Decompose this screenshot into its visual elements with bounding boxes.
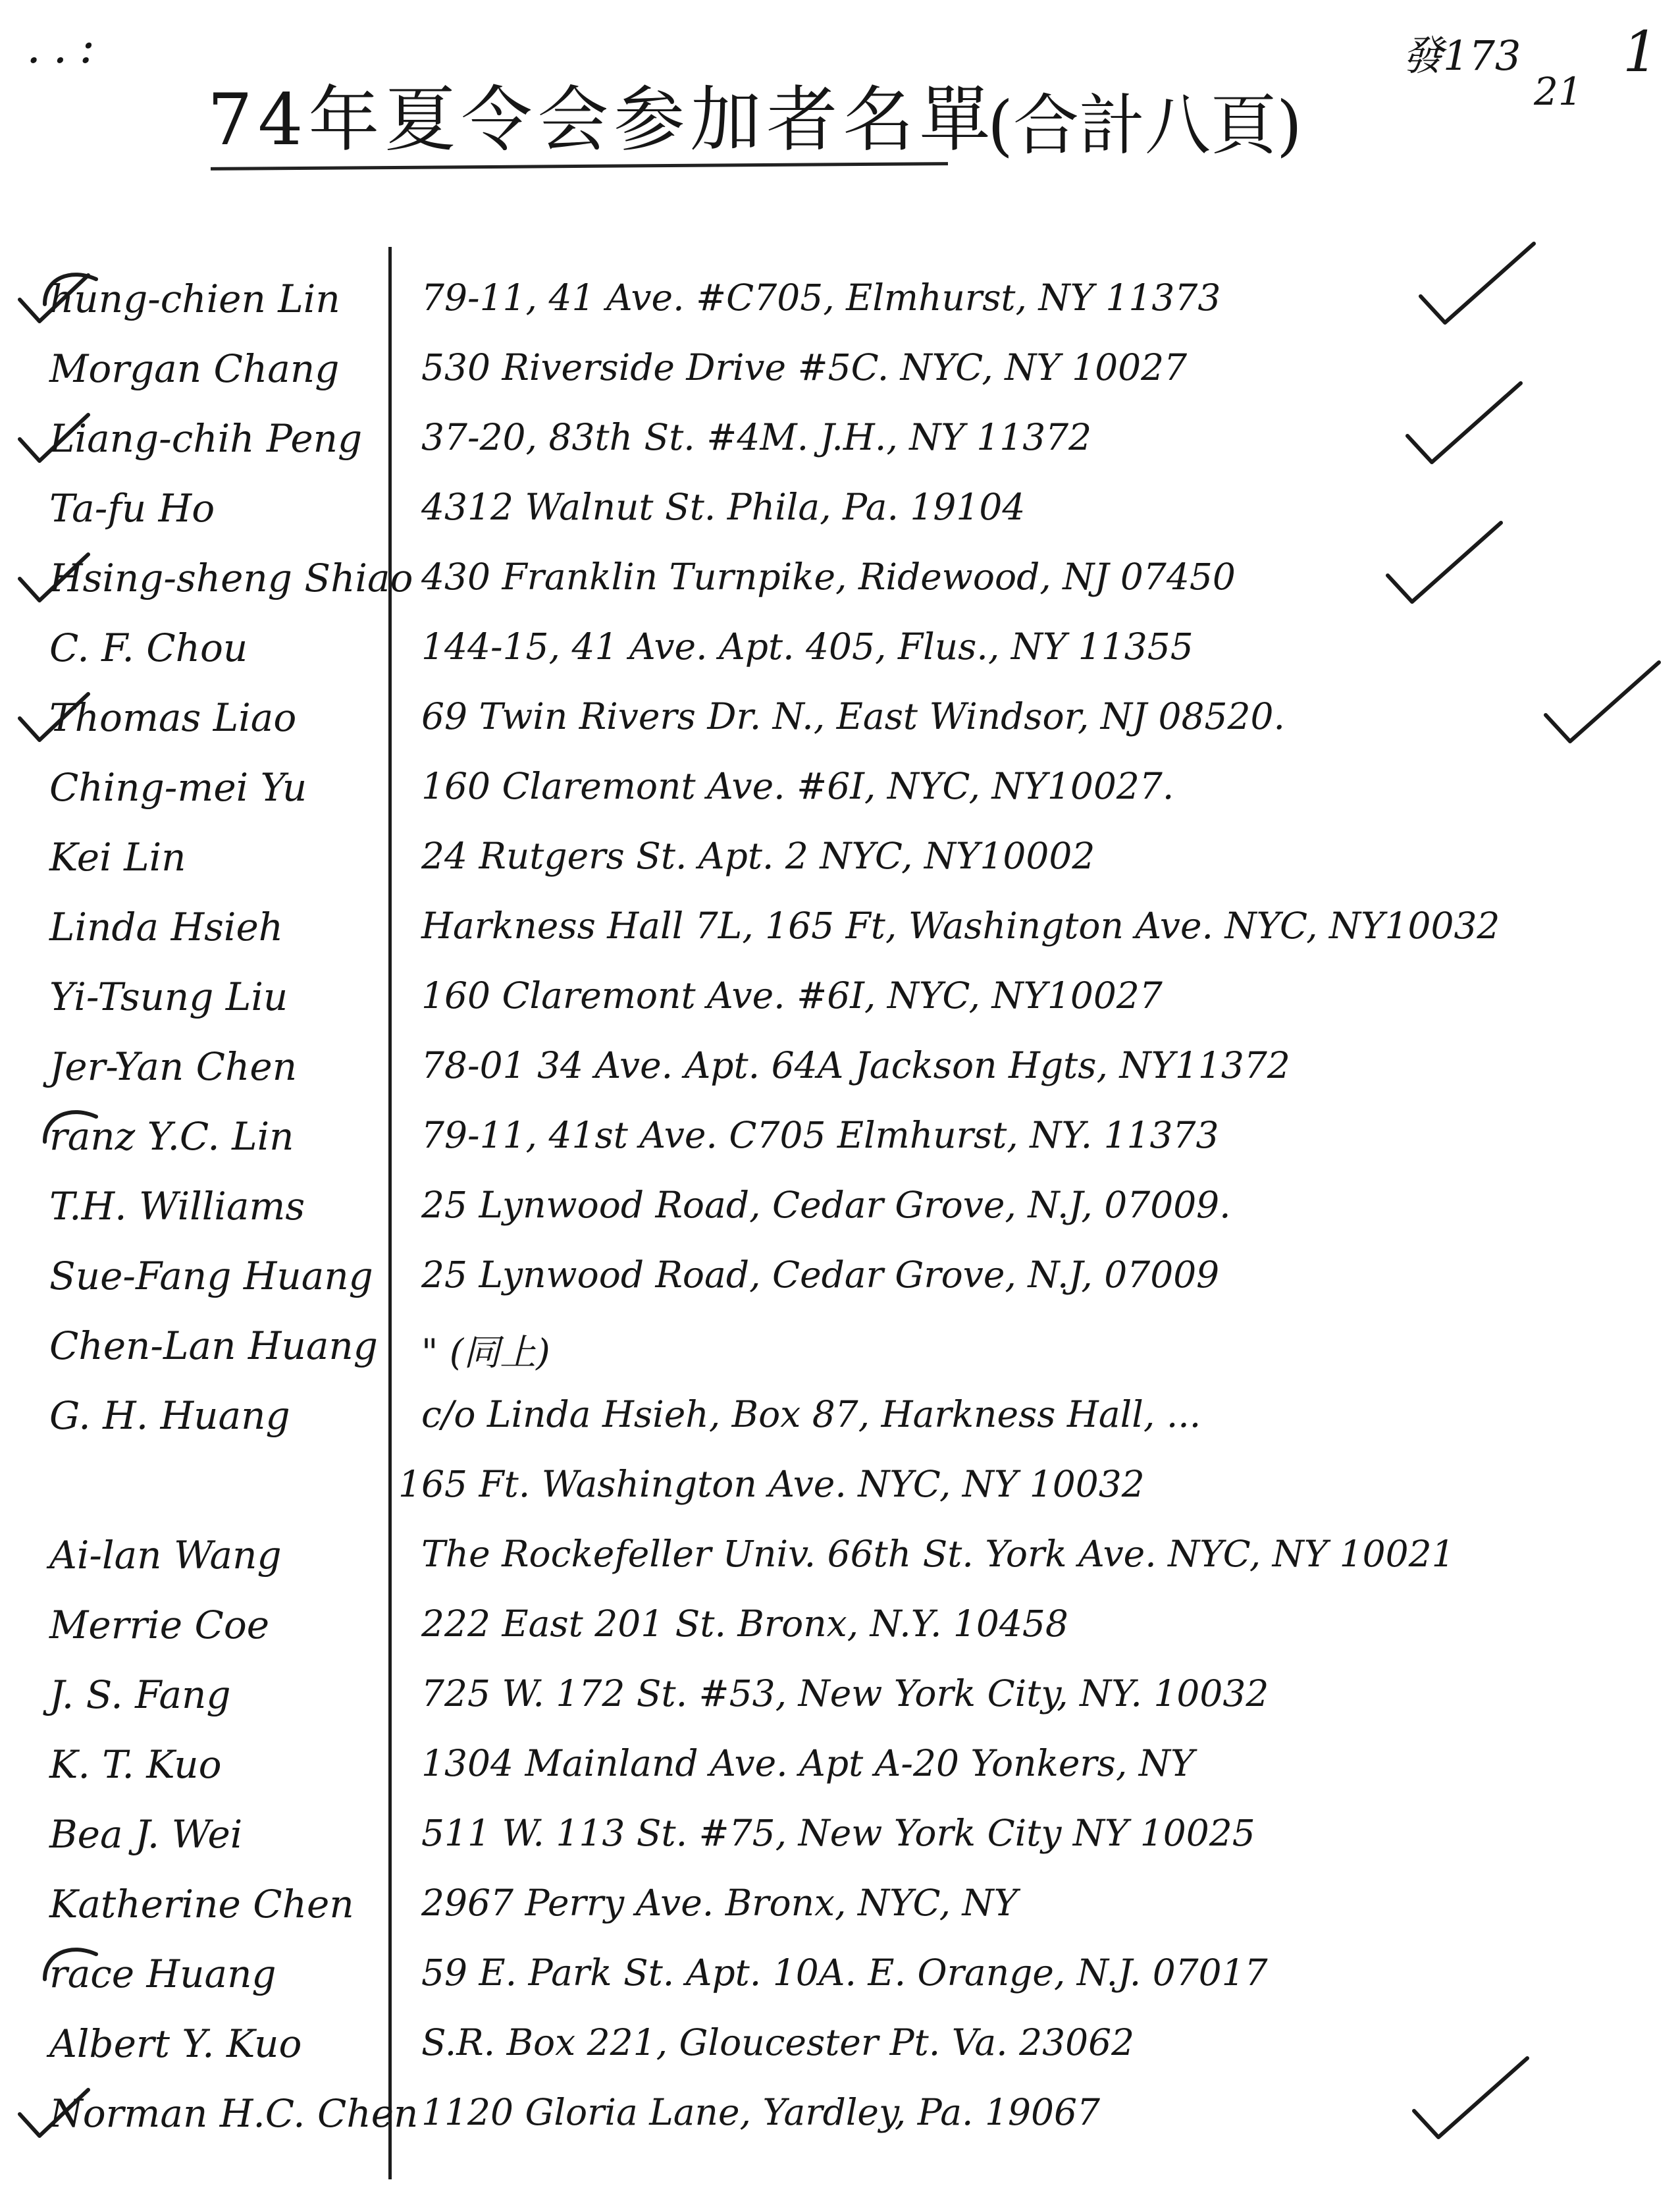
list-item bbox=[0, 968, 1680, 1038]
list-item bbox=[0, 410, 1680, 479]
attendee-name: race Huang bbox=[49, 1952, 276, 1996]
list-item bbox=[0, 1596, 1680, 1666]
list-item bbox=[0, 1107, 1680, 1177]
list-item bbox=[0, 1736, 1680, 1805]
attendee-name: Yi-Tsung Liu bbox=[49, 974, 288, 1019]
attendee-name: Morgan Chang bbox=[49, 346, 340, 391]
attendee-name: Jer-Yan Chen bbox=[49, 1044, 298, 1089]
attendee-name: Merrie Coe bbox=[49, 1603, 270, 1647]
attendee-name: Hsing-sheng Shiao bbox=[49, 556, 413, 600]
attendee-address: 165 Ft. Washington Ave. NYC, NY 10032 bbox=[398, 1463, 1145, 1505]
attendee-name: Ching-mei Yu bbox=[49, 765, 307, 810]
list-item bbox=[0, 1387, 1680, 1456]
list-item bbox=[0, 1177, 1680, 1247]
page-count-note: (合計八頁) bbox=[987, 87, 1303, 164]
attendee-address: Harkness Hall 7L, 165 Ft, Washington Ave. NYC, NY10032 bbox=[421, 905, 1500, 947]
attendee-name: Ai-lan Wang bbox=[49, 1533, 282, 1578]
list-item bbox=[0, 1805, 1680, 1875]
attendee-name: Kei Lin bbox=[49, 835, 186, 880]
attendee-address: 25 Lynwood Road, Cedar Grove, N.J, 07009. bbox=[421, 1184, 1231, 1226]
attendee-name: Norman H.C. Chen bbox=[49, 2091, 419, 2136]
attendee-name: Bea J. Wei bbox=[49, 1812, 243, 1857]
attendee-address: 160 Claremont Ave. #6I, NYC, NY10027. bbox=[421, 765, 1174, 807]
list-item bbox=[0, 1666, 1680, 1736]
attendee-name: ranz Y.C. Lin bbox=[49, 1114, 294, 1159]
attendee-name: Ta-fu Ho bbox=[49, 486, 215, 531]
list-item bbox=[0, 2085, 1680, 2154]
list-item bbox=[0, 1945, 1680, 2015]
list-item bbox=[0, 758, 1680, 828]
list-item bbox=[0, 1317, 1680, 1387]
attendee-name: Katherine Chen bbox=[49, 1882, 354, 1927]
attendee-name: T.H. Williams bbox=[49, 1184, 305, 1229]
reference-number: 發173 bbox=[1402, 32, 1521, 80]
attendee-address: 37-20, 83th St. #4M. J.H., NY 11372 bbox=[421, 416, 1092, 458]
attendee-address: 511 W. 113 St. #75, New York City NY 10025 bbox=[421, 1812, 1255, 1854]
page-title: 74年夏令会参加者名單 bbox=[207, 79, 996, 161]
attendee-name: Albert Y. Kuo bbox=[49, 2021, 302, 2066]
list-item bbox=[0, 619, 1680, 689]
check-mark-icon bbox=[1409, 2052, 1534, 2144]
check-mark-icon bbox=[1540, 656, 1666, 748]
attendee-address: 25 Lynwood Road, Cedar Grove, N.J, 07009 bbox=[421, 1254, 1220, 1296]
check-mark-icon bbox=[1402, 377, 1527, 469]
attendee-name: Linda Hsieh bbox=[49, 905, 284, 949]
attendee-name: Liang-chih Peng bbox=[49, 416, 363, 461]
page-number: 1 bbox=[1623, 20, 1659, 85]
list-item bbox=[0, 270, 1680, 340]
attendee-address: S.R. Box 221, Gloucester Pt. Va. 23062 bbox=[421, 2021, 1135, 2063]
attendee-address: 530 Riverside Drive #5C. NYC, NY 10027 bbox=[421, 346, 1188, 388]
attendee-address: 725 W. 172 St. #53, New York City, NY. 10032 bbox=[421, 1672, 1269, 1715]
list-item bbox=[0, 828, 1680, 898]
corner-marks: ..: bbox=[26, 20, 107, 74]
list-item bbox=[0, 898, 1680, 968]
attendee-address: 59 E. Park St. Apt. 10A. E. Orange, N.J. 07017 bbox=[421, 1952, 1268, 1994]
attendee-address: " (同上) bbox=[421, 1331, 550, 1373]
attendee-address: The Rockefeller Univ. 66th St. York Ave. NYC, NY 10021 bbox=[421, 1533, 1455, 1575]
attendee-name: hung-chien Lin bbox=[49, 277, 340, 321]
attendee-address: 2967 Perry Ave. Bronx, NYC, NY bbox=[421, 1882, 1018, 1924]
list-item bbox=[0, 549, 1680, 619]
list-item bbox=[0, 689, 1680, 758]
attendee-name: G. H. Huang bbox=[49, 1393, 290, 1438]
list-item bbox=[0, 1875, 1680, 1945]
attendee-address: 222 East 201 St. Bronx, N.Y. 10458 bbox=[421, 1603, 1068, 1645]
attendee-name: J. S. Fang bbox=[49, 1672, 231, 1717]
attendee-address: 4312 Walnut St. Phila, Pa. 19104 bbox=[421, 486, 1026, 528]
attendee-address: 24 Rutgers St. Apt. 2 NYC, NY10002 bbox=[421, 835, 1095, 877]
list-item bbox=[0, 1456, 1680, 1526]
attendee-address: 144-15, 41 Ave. Apt. 405, Flus., NY 11355 bbox=[421, 625, 1194, 668]
attendee-address: 78-01 34 Ave. Apt. 64A Jackson Hgts, NY11372 bbox=[421, 1044, 1290, 1086]
list-item bbox=[0, 1526, 1680, 1596]
attendee-address: 69 Twin Rivers Dr. N., East Windsor, NJ 08520. bbox=[421, 695, 1285, 737]
attendee-name: Thomas Liao bbox=[49, 695, 297, 740]
attendee-name: Chen-Lan Huang bbox=[49, 1323, 378, 1368]
attendee-address: c/o Linda Hsieh, Box 87, Harkness Hall, ... bbox=[421, 1393, 1201, 1435]
attendee-address: 79-11, 41st Ave. C705 Elmhurst, NY. 11373 bbox=[421, 1114, 1219, 1156]
attendee-address: 1304 Mainland Ave. Apt A-20 Yonkers, NY bbox=[421, 1742, 1195, 1784]
attendee-name: K. T. Kuo bbox=[49, 1742, 222, 1787]
attendee-address: 1120 Gloria Lane, Yardley, Pa. 19067 bbox=[421, 2091, 1100, 2133]
check-mark-icon bbox=[1415, 237, 1540, 329]
sheet-number: 21 bbox=[1534, 69, 1583, 114]
attendee-name: Sue-Fang Huang bbox=[49, 1254, 373, 1298]
attendee-address: 160 Claremont Ave. #6I, NYC, NY10027 bbox=[421, 974, 1163, 1017]
attendee-name: C. F. Chou bbox=[49, 625, 248, 670]
attendee-address: 430 Franklin Turnpike, Ridewood, NJ 07450 bbox=[421, 556, 1236, 598]
check-mark-icon bbox=[1382, 516, 1508, 608]
attendee-address: 79-11, 41 Ave. #C705, Elmhurst, NY 11373 bbox=[421, 277, 1221, 319]
list-item bbox=[0, 1247, 1680, 1317]
list-item bbox=[0, 1038, 1680, 1107]
